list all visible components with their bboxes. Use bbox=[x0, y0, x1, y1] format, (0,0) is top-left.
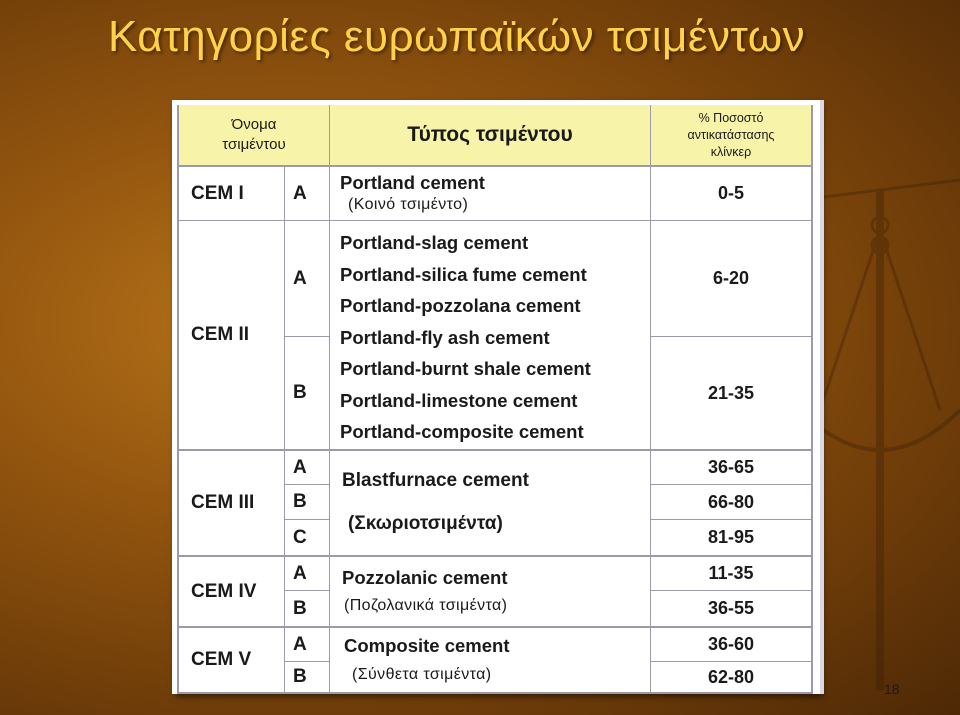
cem4-sub-a: A bbox=[293, 562, 307, 584]
cem1-sub-a: A bbox=[293, 182, 307, 204]
cem2-sub-a: A bbox=[293, 267, 307, 289]
cem2-sub-b: B bbox=[293, 382, 307, 403]
cem1-type bbox=[330, 172, 650, 220]
cem4-type-gr: (Ποζολανικά τσιμέντα) bbox=[344, 597, 508, 614]
cem3-val-a: 36-65 bbox=[707, 457, 755, 477]
cem5-type-gr: (Σύνθετα τσιμέντα) bbox=[352, 666, 492, 683]
header-type: Τύπος τσιμέντου bbox=[407, 123, 573, 146]
cem2-type-item: Portland-fly ash cement bbox=[340, 326, 550, 348]
rule-bottom bbox=[177, 692, 813, 694]
cem2-type-item: Portland-silica fume cement bbox=[340, 263, 587, 285]
rule-right bbox=[811, 105, 813, 694]
cem3-type-gr: (Σκωριοτσιμέντα) bbox=[348, 513, 503, 534]
cem1-type-gr: (Κοινό τσιμέντο) bbox=[348, 196, 469, 213]
header-name-line2: τσιμέντου bbox=[222, 136, 286, 153]
cem3-sub-b: B bbox=[293, 491, 307, 512]
cem3-val-b: 66-80 bbox=[707, 491, 755, 512]
cem5-val-b: 62-80 bbox=[707, 666, 755, 687]
cem5-type-en: Composite cement bbox=[344, 635, 510, 656]
header-pct-line3: κλίνκερ bbox=[710, 144, 752, 159]
cem1-name: CEM I bbox=[191, 182, 244, 204]
cem4-type-en: Pozzolanic cement bbox=[342, 567, 508, 588]
cem2-name: CEM II bbox=[191, 324, 250, 345]
cem4-val-b: 36-55 bbox=[707, 598, 755, 618]
cem3-name: CEM III bbox=[191, 492, 255, 513]
cem1-val-a: 0-5 bbox=[717, 183, 744, 203]
header-pct-line2: αντικατάστασης bbox=[687, 127, 775, 142]
cem3-sub-a: A bbox=[293, 456, 307, 478]
cem1-type-en: Portland cement bbox=[340, 172, 485, 193]
cem5-name: CEM V bbox=[191, 649, 252, 670]
cem2-type-item: Portland-slag cement bbox=[340, 232, 529, 253]
cem4-name: CEM IV bbox=[191, 580, 257, 602]
cement-table bbox=[172, 100, 820, 694]
cem4-val-a: 11-35 bbox=[708, 563, 754, 583]
slide-title: Κατηγορίες ευρωπαϊκών τσιμέντων bbox=[108, 12, 806, 61]
cem2-types bbox=[330, 227, 650, 449]
cem2-type-item: Portland-composite cement bbox=[340, 421, 584, 442]
cem5-sub-b: B bbox=[293, 666, 307, 687]
header-name-line1: Όνομα bbox=[231, 116, 277, 133]
cem5-sub-a: A bbox=[293, 633, 307, 655]
header-pct-line1: % Ποσοστό bbox=[698, 110, 764, 125]
cem3-val-c: 81-95 bbox=[707, 527, 755, 547]
page-number: 18 bbox=[884, 681, 900, 697]
header-type-cell bbox=[330, 105, 650, 165]
cem2-val-a: 6-20 bbox=[712, 268, 750, 288]
header-pct-cell bbox=[651, 105, 811, 165]
cem2-type-item: Portland-limestone cement bbox=[340, 389, 578, 411]
cem3-type-en: Blastfurnace cement bbox=[342, 470, 529, 491]
cem4-sub-b: B bbox=[293, 597, 307, 619]
cem2-type-item: Portland-pozzolana cement bbox=[340, 295, 581, 316]
cem5-val-a: 36-60 bbox=[707, 634, 755, 654]
cem2-val-b: 21-35 bbox=[707, 382, 755, 403]
cem2-type-item: Portland-burnt shale cement bbox=[340, 358, 591, 379]
header-name-cell bbox=[179, 105, 329, 165]
cem3-sub-c: C bbox=[293, 526, 307, 548]
